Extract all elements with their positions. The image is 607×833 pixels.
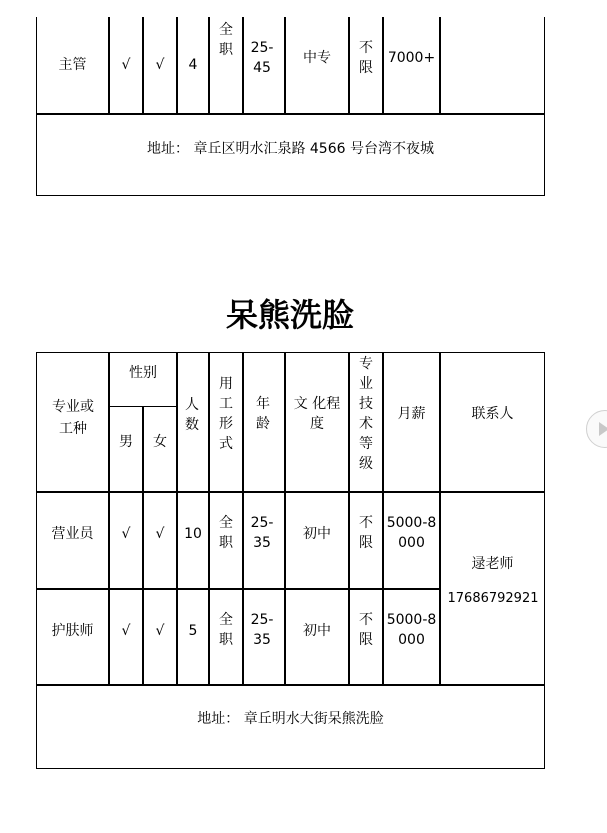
- table-1-male-check: √: [121, 57, 131, 73]
- row-2-age: 25-35: [250, 612, 274, 648]
- header-job: 专业或工种: [52, 399, 94, 437]
- row-1-job: 营业员: [51, 526, 94, 542]
- row-2-skill: 不限: [359, 612, 373, 648]
- table-1-skill: 不限: [359, 40, 373, 76]
- row-2-count: 5: [188, 623, 198, 639]
- table-1-address: 地址： 章丘区明水汇泉路 4566 号台湾不夜城: [147, 141, 434, 157]
- row-2-male-check: √: [121, 623, 131, 639]
- header-gender: 性别: [129, 365, 157, 381]
- row-1-female-check: √: [155, 526, 165, 542]
- header-female: 女: [153, 434, 167, 450]
- row-1-type: 全职: [219, 515, 233, 551]
- row-1-male-check: √: [121, 526, 131, 542]
- table-1-education: 中专: [303, 50, 331, 66]
- contact-phone: 17686792921: [447, 591, 539, 606]
- row-1-count: 10: [184, 526, 202, 542]
- header-type: 用工形式: [219, 376, 233, 452]
- header-age: 年龄: [256, 396, 270, 432]
- table-1-female-check: √: [155, 57, 165, 73]
- header-count: 人数: [185, 397, 199, 433]
- table-1-age: 25-45: [250, 40, 274, 76]
- table-1-salary: 7000+: [387, 50, 436, 66]
- row-2-job: 护肤师: [51, 623, 94, 639]
- row-2-type: 全职: [219, 612, 233, 648]
- table-2-title: 呆熊洗脸: [225, 296, 354, 334]
- row-1-age: 25-35: [250, 515, 274, 551]
- table-1-count: 4: [188, 57, 198, 73]
- row-1-salary: 5000-8000: [386, 515, 437, 551]
- header-skill: 专业技术等级: [359, 356, 373, 472]
- next-page-button[interactable]: [586, 410, 607, 448]
- row-1-education: 初中: [303, 526, 331, 542]
- header-salary: 月薪: [397, 406, 426, 422]
- row-2-salary: 5000-8000: [386, 612, 437, 648]
- row-2-female-check: √: [155, 623, 165, 639]
- table-2-address: 地址： 章丘明水大街呆熊洗脸: [197, 711, 384, 727]
- table-1-type: 全职: [219, 22, 233, 58]
- header-education: 文 化程 度: [293, 396, 341, 432]
- header-male: 男: [119, 434, 133, 450]
- row-2-education: 初中: [303, 623, 331, 639]
- header-contact: 联系人: [471, 406, 514, 422]
- table-1-job: 主管: [58, 57, 87, 73]
- contact-name: 逯老师: [471, 556, 514, 572]
- row-1-skill: 不限: [359, 515, 373, 551]
- arrow-right-icon: [599, 422, 607, 436]
